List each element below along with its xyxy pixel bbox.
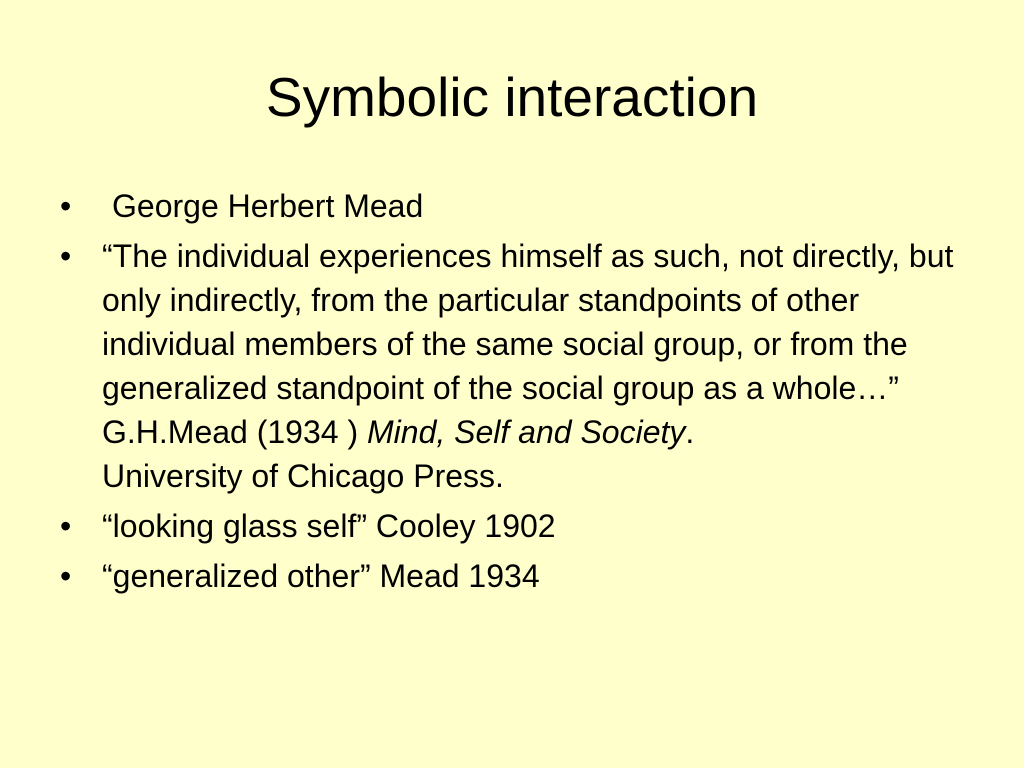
- bullet-text: “looking glass self” Cooley 1902: [102, 508, 556, 544]
- bullet-marker: •: [60, 508, 72, 544]
- bullet-item-quote: [58, 234, 968, 498]
- bullet-item-mead: [58, 184, 968, 228]
- citation-suffix: .: [685, 414, 695, 450]
- bullet-marker: •: [60, 238, 72, 274]
- citation-title: Mind, Self and Society: [367, 414, 686, 450]
- bullet-text: George Herbert Mead: [112, 188, 424, 224]
- bullet-list: [58, 184, 968, 604]
- citation-prefix: G.H.Mead (1934 ): [102, 414, 359, 450]
- slide-title: Symbolic interaction: [265, 66, 759, 128]
- bullet-marker: •: [60, 188, 72, 224]
- quote-text: “The individual experiences himself as such, not directly, but only indirectly, from the particular standpoints of other individual members of the same social group, or from the generalized standpoint of the social group as a whole…”: [102, 238, 954, 406]
- citation-publisher: University of Chicago Press.: [102, 458, 504, 494]
- bullet-item-cooley: [58, 504, 968, 548]
- bullet-text: “generalized other” Mead 1934: [102, 558, 540, 594]
- bullet-marker: •: [60, 558, 72, 594]
- bullet-item-generalized-other: [58, 554, 968, 598]
